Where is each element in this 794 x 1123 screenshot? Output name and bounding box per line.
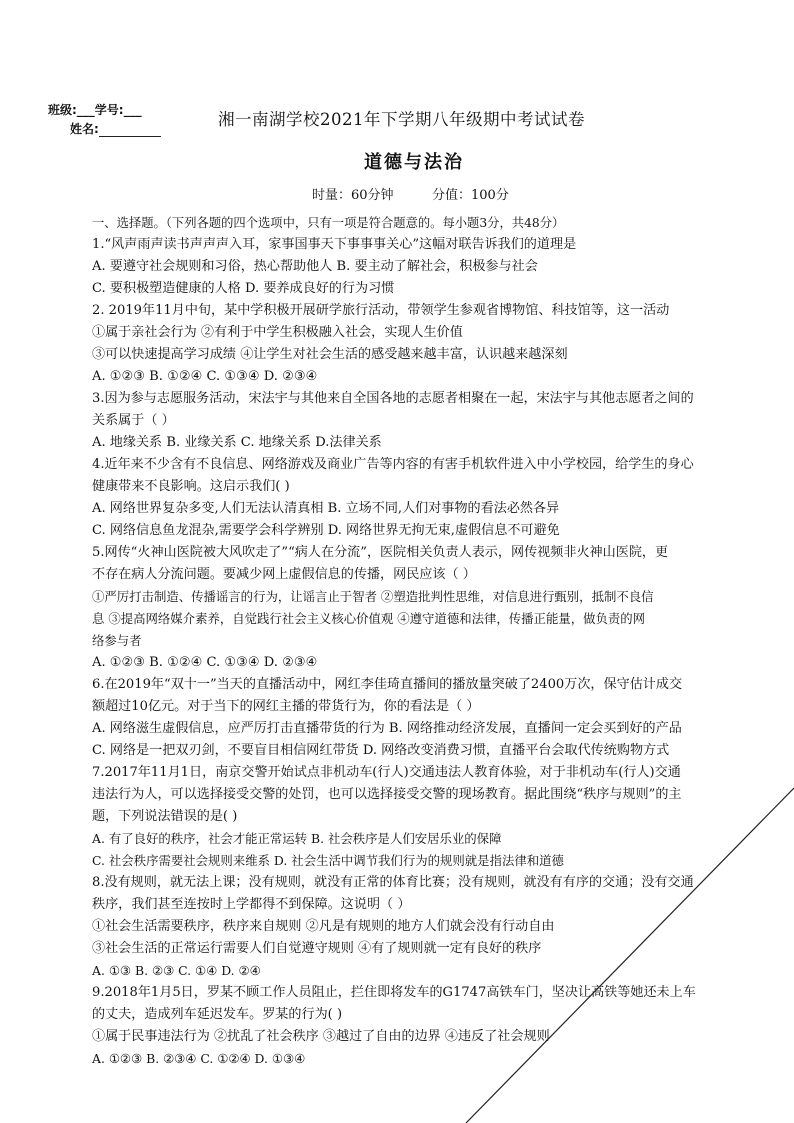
q6-options-cd: C. 网络是一把双刃剑，不要盲目相信网红带货 D. 网络改变消费习惯，直播平台会取代传统购物方式: [92, 743, 670, 758]
q5-stem: 5.网传“火神山医院被大风吹走了”“病人在分流”，医院相关负责人表示，网传视频非火神山医院，更: [92, 545, 669, 560]
q7-stem: 7.2017年11月1日，南京交警开始试点非机动车(行人)交通违法人教育体验，对于非机动车(行人)交通: [92, 765, 681, 780]
q5-items-3: 络参与者: [92, 633, 142, 648]
q4-options-ab: A. 网络世界复杂多变,人们无法认清真相 B. 立场不同,人们对事物的看法必然各异: [92, 501, 560, 516]
q2-stem: 2. 2019年11月中旬，某中学积极开展研学旅行活动，带领学生参观省博物馆、科技馆等，这一活动: [92, 303, 670, 318]
q5-stem-cont: 不存在病人分流问题。要减少网上虚假信息的传播，网民应该（ ）: [92, 567, 476, 582]
q6-options-ab: A. 网络滋生虚假信息，应严厉打击直播带货的行为 B. 网络推动经济发展，直播间一定会买到好的产品: [92, 721, 682, 736]
q7-options-cd: C. 社会秩序需要社会规则来维系 D. 社会生活中调节我们行为的规则就是指法律和道德: [92, 853, 564, 868]
q4-options-cd: C. 网络信息鱼龙混杂,需要学会科学辨别 D. 网络世界无拘无束,虚假信息不可避免: [92, 523, 560, 538]
q9-items: ①属于民事违法行为 ②扰乱了社会秩序 ③越过了自由的边界 ④违反了社会规则: [92, 1029, 550, 1044]
q7-stem-cont2: 题，下列说法错误的是( ): [92, 809, 238, 824]
q3-stem: 3.因为参与志愿服务活动，宋法宇与其他来自全国各地的志愿者相聚在一起，宋法宇与其他志愿者之间的: [92, 391, 694, 406]
q3-stem-cont: 关系属于（ ）: [92, 413, 175, 428]
q1-options-ab: A. 要遵守社会规则和习俗，热心帮助他人 B. 要主动了解社会，积极参与社会: [92, 259, 538, 274]
q4-stem: 4.近年来不少含有不良信息、网络游戏及商业广告等内容的有害手机软件进入中小学校园，给学生的身心: [92, 457, 694, 472]
q8-stem: 8.没有规则，就无法上课；没有规则，就没有正常的体育比赛；没有规则，就没有有序的交通；没有交通: [92, 875, 694, 890]
q6-stem-cont: 额超过10亿元。对于当下的网红主播的带货行为，你的看法是（ ）: [92, 699, 480, 714]
q8-options: A. ①③ B. ②③ C. ①④ D. ②④: [92, 963, 261, 978]
q5-items-2: 息 ③提高网络媒介素养，自觉践行社会主义核心价值观 ④遵守道德和法律，传播正能量，做负责的网: [92, 611, 646, 626]
total-score: 分值：100分: [432, 188, 509, 203]
q2-options: A. ①②③ B. ①②④ C. ①③④ D. ②③④: [92, 369, 318, 384]
q9-options: A. ①②③ B. ②③④ C. ①②④ D. ①③④: [92, 1051, 306, 1066]
q5-options: A. ①②③ B. ①②④ C. ①③④ D. ②③④: [92, 655, 318, 670]
q8-items-34: ③社会生活的正常运行需要人们自觉遵守规则 ④有了规则就一定有良好的秩序: [92, 941, 542, 956]
q5-items-1: ①严厉打击制造、传播谣言的行为，让谣言止于智者 ②塑造批判性思维，对信息进行甄别，抵制不良信: [92, 589, 654, 604]
q7-stem-cont: 违法行为人，可以选择接受交警的处罚，也可以选择接受交警的现场教育。据此围绕“秩序与规则”的主: [92, 787, 682, 802]
class-number-field: 班级:___学号:___: [48, 103, 142, 117]
q9-stem: 9.2018年1月5日，罗某不顾工作人员阻止，拦住即将发车的G1747高铁车门，坚决让高铁等她还未上车: [92, 985, 696, 1000]
q4-stem-cont: 健康带来不良影响。这启示我们( ): [92, 479, 290, 494]
q2-items-12: ①属于亲社会行为 ②有利于中学生积极融入社会，实现人生价值: [92, 325, 463, 340]
q3-options: A. 地缘关系 B. 业缘关系 C. 地缘关系 D.法律关系: [92, 435, 382, 450]
q1-stem: 1.“风声雨声读书声声声入耳，家事国事天下事事事关心”这幅对联告诉我们的道理是: [92, 237, 577, 252]
subject-title: 道德与法治: [364, 152, 464, 173]
student-name-label: 姓名:: [70, 122, 99, 136]
time-limit: 时量：60分钟: [312, 188, 394, 203]
q9-stem-cont: 的丈夫，造成列车延迟发车。罗某的行为( ): [92, 1007, 343, 1022]
q8-items-12: ①社会生活需要秩序，秩序来自规则 ②凡是有规则的地方人们就会没有行动自由: [92, 919, 555, 934]
exam-title: 湘一南湖学校2021年下学期八年级期中考试试卷: [218, 110, 585, 129]
section-heading: 一、选择题。（下列各题的四个选项中，只有一项是符合题意的。每小题3分，共48分）: [92, 216, 565, 230]
q7-options-ab: A. 有了良好的秩序，社会才能正常运转 B. 社会秩序是人们安居乐业的保障: [92, 831, 502, 846]
q2-items-34: ③可以快速提高学习成绩 ④让学生对社会生活的感受越来越丰富，认识越来越深刻: [92, 347, 568, 362]
q6-stem: 6.在2019年“双十一”当天的直播活动中，网红李佳琦直播间的播放量突破了2400万次，保守估计成交: [92, 677, 683, 692]
q1-options-cd: C. 要积极塑造健康的人格 D. 要养成良好的行为习惯: [92, 281, 395, 296]
q8-stem-cont: 秩序，我们甚至连按时上学都得不到保障。这说明（ ）: [92, 897, 411, 912]
